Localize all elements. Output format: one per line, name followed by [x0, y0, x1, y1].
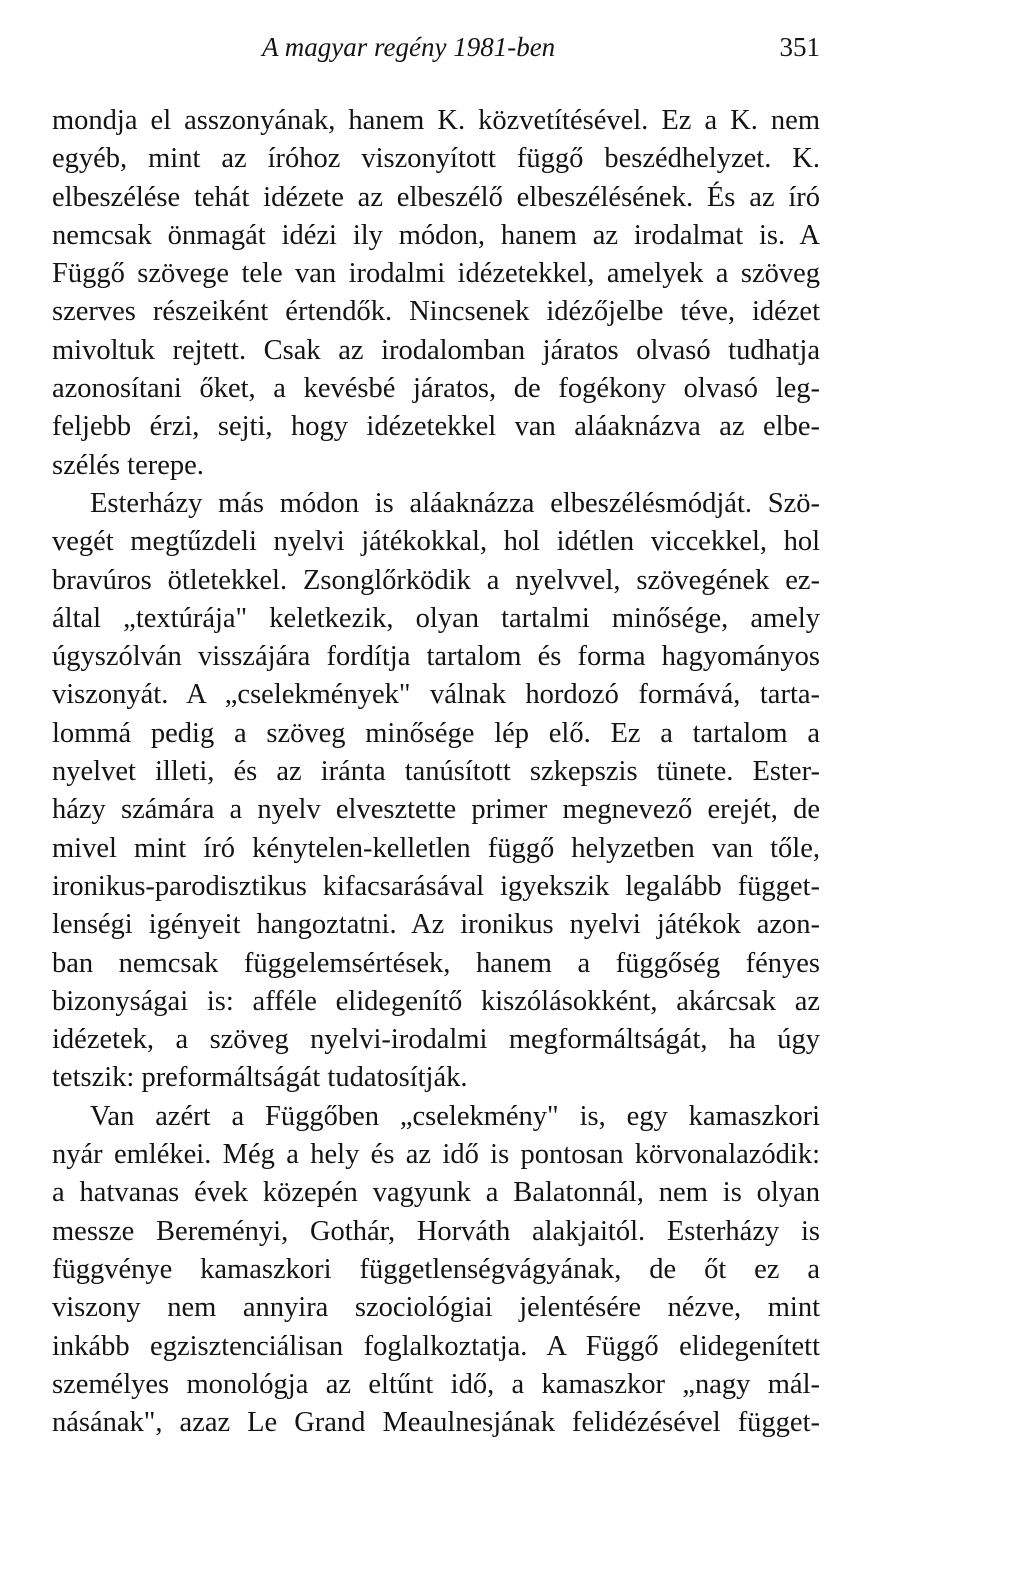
text-line: szélés terepe. [52, 449, 204, 481]
running-title: A magyar regény 1981-ben [262, 32, 556, 62]
paragraph-2 [52, 485, 820, 1098]
paragraph-3 [52, 1098, 820, 1443]
text-line: azonosítani őket, a kevésbé járatos, de fogékony olvasó leg- [52, 373, 820, 405]
text-line: messze Bereményi, Gothár, Horváth alakjaitól. Esterházy is [52, 1215, 820, 1247]
text-line: bizonyságai is: afféle elidegenítő kiszólásokként, akárcsak az [52, 985, 820, 1017]
text-line: mivoltuk rejtett. Csak az irodalomban járatos olvasó tudhatja [52, 334, 820, 366]
text-line: nyár emlékei. Még a hely és az idő is pontosan körvonalazódik: [52, 1139, 820, 1171]
text-line: úgyszólván visszájára fordítja tartalom és forma hagyományos [52, 641, 820, 673]
text-line: Függő szövege tele van irodalmi idézetekkel, amelyek a szöveg [52, 258, 820, 290]
paragraph-1 [52, 102, 820, 485]
text-line: idézetek, a szöveg nyelvi-irodalmi megformáltságát, ha úgy [52, 1024, 820, 1056]
text-line: viszonyát. A „cselekmények" válnak hordozó formává, tarta- [52, 679, 820, 711]
text-line: Van azért a Függőben „cselekmény" is, egy kamaszkori [90, 1100, 820, 1132]
text-line: a hatvanas évek közepén vagyunk a Balatonnál, nem is olyan [52, 1177, 820, 1209]
text-line: násának", azaz Le Grand Meaulnesjának felidézésével függet- [52, 1407, 820, 1439]
text-line: viszony nem annyira szociológiai jelentésére nézve, mint [52, 1292, 820, 1324]
text-line: tetszik: preformáltságát tudatosítják. [52, 1062, 468, 1094]
text-line: szerves részeiként értendők. Nincsenek idézőjelbe téve, idézet [52, 296, 820, 328]
text-line: Esterházy más módon is aláaknázza elbeszélésmódját. Szö- [90, 487, 820, 519]
text-line: elbeszélése tehát idézete az elbeszélő elbeszélésének. És az író [52, 181, 820, 213]
text-line: függvénye kamaszkori függetlenségvágyának, de őt ez a [52, 1253, 820, 1285]
text-line: mivel mint író kénytelen-kelletlen függő helyzetben van tőle, [52, 832, 820, 864]
text-line: által „textúrája" keletkezik, olyan tartalmi minősége, amely [52, 602, 820, 634]
book-page [52, 28, 820, 1442]
text-line: házy számára a nyelv elvesztette primer megnevező erejét, de [52, 794, 820, 826]
page-number: 351 [779, 32, 820, 62]
text-line: ban nemcsak függelemsértések, hanem a függőség fényes [52, 947, 820, 979]
text-line: egyéb, mint az íróhoz viszonyított függő beszédhelyzet. K. [52, 143, 820, 175]
page-header [52, 28, 820, 68]
text-line: nemcsak önmagát idézi ily módon, hanem az irodalmat is. A [52, 219, 820, 251]
text-line: vegét megtűzdeli nyelvi játékokkal, hol idétlen viccekkel, hol [52, 526, 820, 558]
text-line: bravúros ötletekkel. Zsonglőrködik a nyelvvel, szövegének ez- [52, 564, 820, 596]
body-text [52, 102, 820, 1442]
text-line: ironikus-parodisztikus kifacsarásával igyekszik legalább függet- [52, 870, 820, 902]
text-line: nyelvet illeti, és az iránta tanúsított szkepszis tünete. Ester- [52, 756, 820, 788]
text-line: mondja el asszonyának, hanem K. közvetítésével. Ez a K. nem [52, 105, 820, 136]
text-line: lommá pedig a szöveg minősége lép elő. Ez a tartalom a [52, 717, 820, 749]
text-line: lenségi igényeit hangoztatni. Az ironikus nyelvi játékok azon- [52, 909, 820, 941]
text-line: személyes monológja az eltűnt idő, a kamaszkor „nagy mál- [52, 1368, 820, 1400]
text-line: inkább egzisztenciálisan foglalkoztatja. A Függő elidegenített [52, 1330, 820, 1362]
text-line: feljebb érzi, sejti, hogy idézetekkel van aláaknázva az elbe- [52, 411, 820, 443]
